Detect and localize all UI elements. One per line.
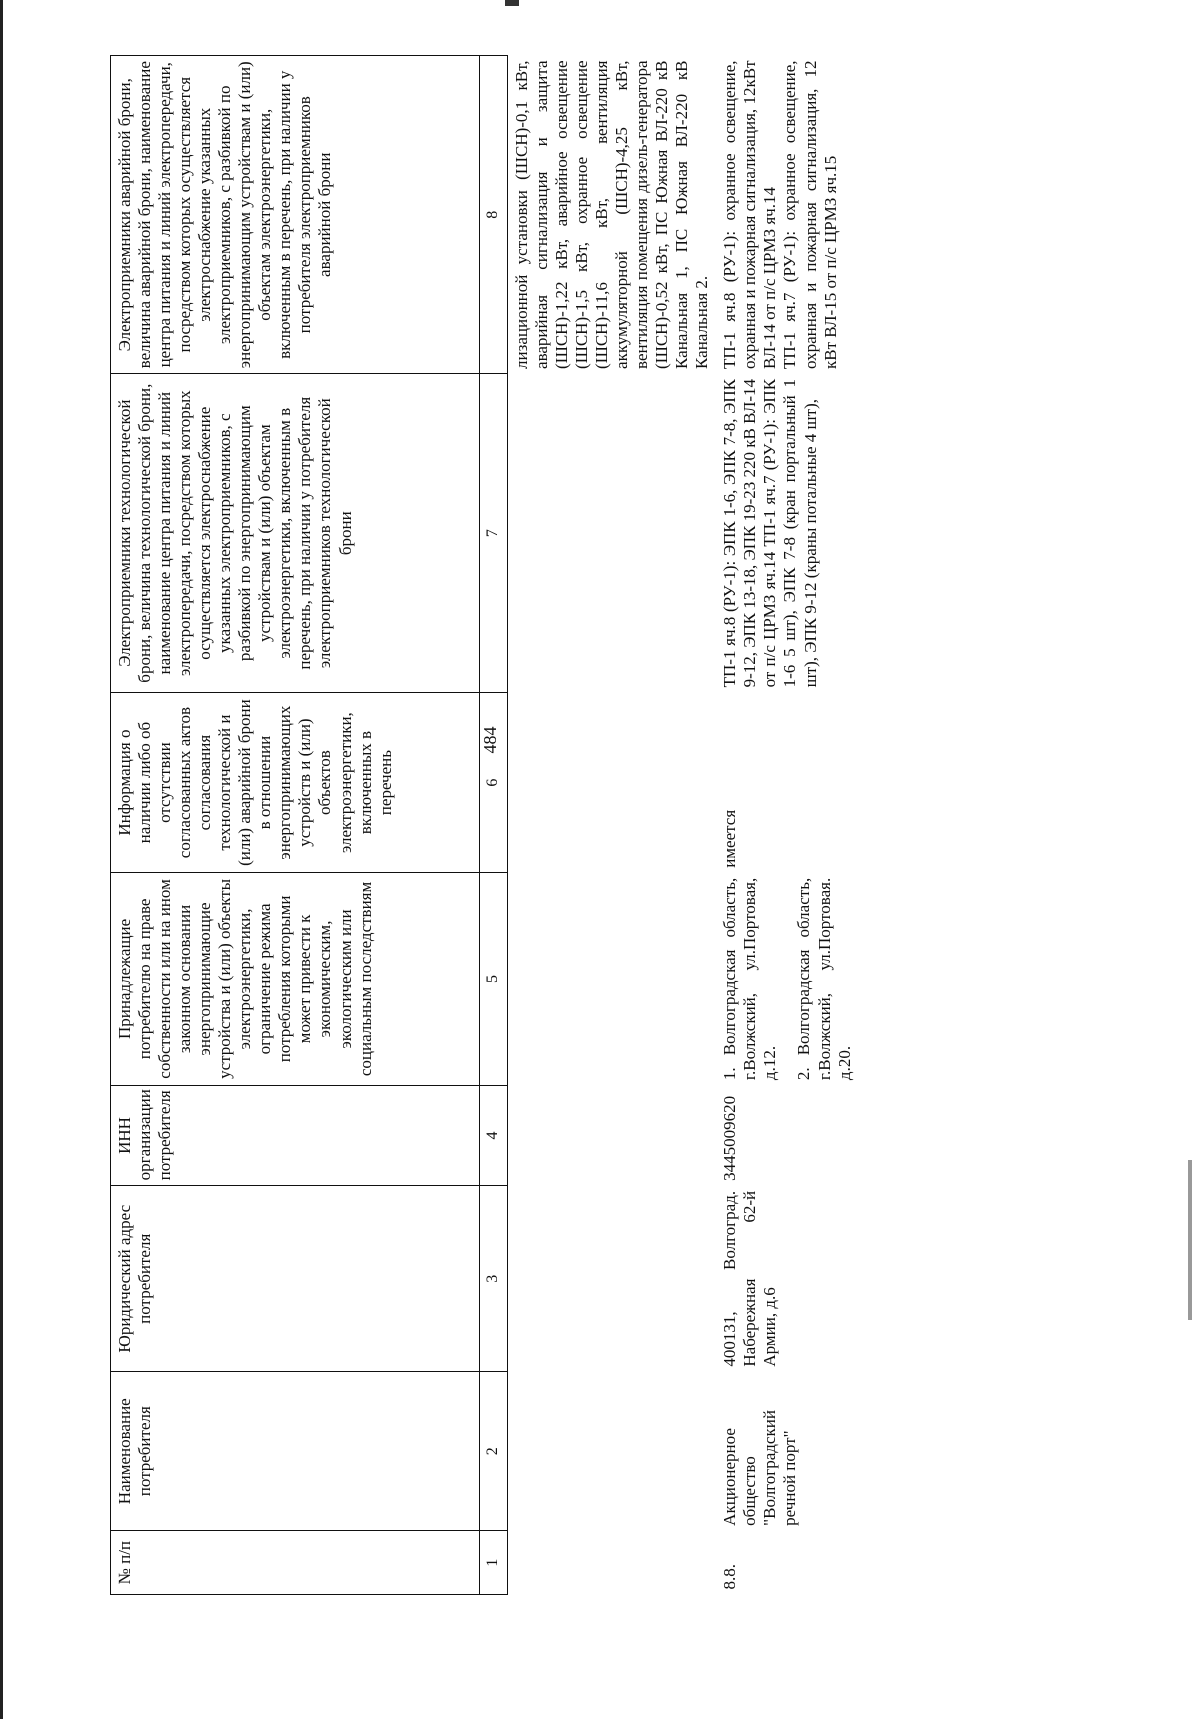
page-number: 484 [480, 726, 500, 754]
column-number: 7 [480, 374, 508, 692]
devices-cell [716, 873, 858, 1085]
device-item: 2. Волгоградская область, г.Волжский, ул.Портовая. д.20. [794, 877, 854, 1081]
column-number: 4 [480, 1085, 508, 1186]
scan-top-mark [505, 0, 519, 6]
header-consumer-name: Наименование потребителя [111, 1372, 480, 1531]
continuation-row [507, 56, 716, 1595]
rotated-table-sheet [110, 55, 1070, 1595]
header-inn: ИНН организации потребителя [111, 1085, 480, 1186]
inn-value: 3445009620 [720, 1095, 740, 1181]
header-acts: Информация о наличии либо об отсутствии согласованных актов согласования технологической и (или) аварийной брони в отношении энергопринимающих устройств и (или) объектов электроэнергетики, включенных в перечень [111, 692, 480, 872]
header-devices: Принадлежащие потребителю на праве собственности или на ином законном основании энергопринимающие устройства и (или) объекты электроэнергетики, ограничение режима потребления которыми может привести к экономическим, экологическим или социальным последствиям [111, 873, 480, 1085]
device-item: 1. Волгоградская область, г.Волжский, ул.Портовая, д.12. [720, 877, 780, 1081]
scan-left-edge [0, 0, 3, 1719]
tech-bron-value: ТП-1 яч.8 (РУ-1): ЭПК 1-6, ЭПК 7-8, ЭПК 9-12, ЭПК 13-18, ЭПК 19-23 220 кВ ВЛ-14 от п/с ЦРМЗ яч.14 ТП-1 яч.7 (РУ-1): ЭПК 1-6 5 шт), ЭПК 7-8 (кран портальный 1 шт), ЭПК 9-12 (краны потальные 4 шт), [720, 378, 820, 688]
avar-bron-item: ТП-1 яч.7 (РУ-1): охранное освещение, охранная и пожарная сигнализация, 12 кВт ВЛ-15 от п/с ЦРМЗ яч.15 [780, 60, 840, 369]
column-number-row [480, 56, 508, 1595]
acts-value: имеется [720, 809, 740, 868]
column-number: 1 [480, 1531, 508, 1595]
continuation-avar-bron: лизационной установки (ШСН)-0,1 кВт, аварийная сигнализация и защита (ШСН)-1,22 кВт, аварийное освещение (ШСН)-1,5 кВт, охранное освещение (ШСН)-11,6 кВт, вентиляция аккумуляторной (ШСН)-4,25 кВт, вентиляция помещения дизель-генератора (ШСН)-0,52 кВт, ПС Южная ВЛ-220 кВ Канальная 1, ПС Южная ВЛ-220 кВ Канальная 2. [511, 60, 712, 369]
column-number: 5 [480, 873, 508, 1085]
scan-right-mark [1188, 1160, 1192, 1320]
header-avar-bron: Электроприемники аварийной брони, величина аварийной брони, наименование центра питания и линий электропередачи, посредством которых осуществляется электроснабжение указанных электроприемников, с разбивкой по энергопринимающим устройствам и (или) объектам электроэнергетики, включенным в перечень, при наличии у потребителя электроприемников аварийной брони [111, 56, 480, 374]
header-row [111, 56, 480, 1595]
column-number: 8 [480, 56, 508, 374]
consumers-table [110, 55, 859, 1595]
column-number: 3 [480, 1186, 508, 1372]
header-number: № п/п [111, 1531, 480, 1595]
avar-bron-cell [716, 56, 858, 374]
column-number: 2 [480, 1372, 508, 1531]
table-row [716, 56, 858, 1595]
column-number: 6 [480, 692, 508, 872]
avar-bron-item: ТП-1 яч.8 (РУ-1): охранное освещение, охранная и пожарная сигнализация, 12кВт ВЛ-14 от п/с ЦРМЗ яч.14 [720, 60, 780, 369]
row-number: 8.8. [720, 1564, 740, 1590]
header-tech-bron: Электроприемники технологической брони, величина технологической брони, наименование центра питания и линий электропередачи, посредством которых осуществляется электроснабжение указанных электроприемников, с разбивкой по энергопринимающим устройствам и (или) объектам электроэнергетики, включенным в перечень, при наличии у потребителя электроприемников технологической брони [111, 374, 480, 692]
header-legal-address: Юридический адрес потребителя [111, 1186, 480, 1372]
consumer-name: Акционерное общество "Волгоградский речной порт" [720, 1410, 800, 1526]
legal-address: 400131, Волгоград. Набережная 62-й Армии, д.6 [720, 1190, 780, 1367]
